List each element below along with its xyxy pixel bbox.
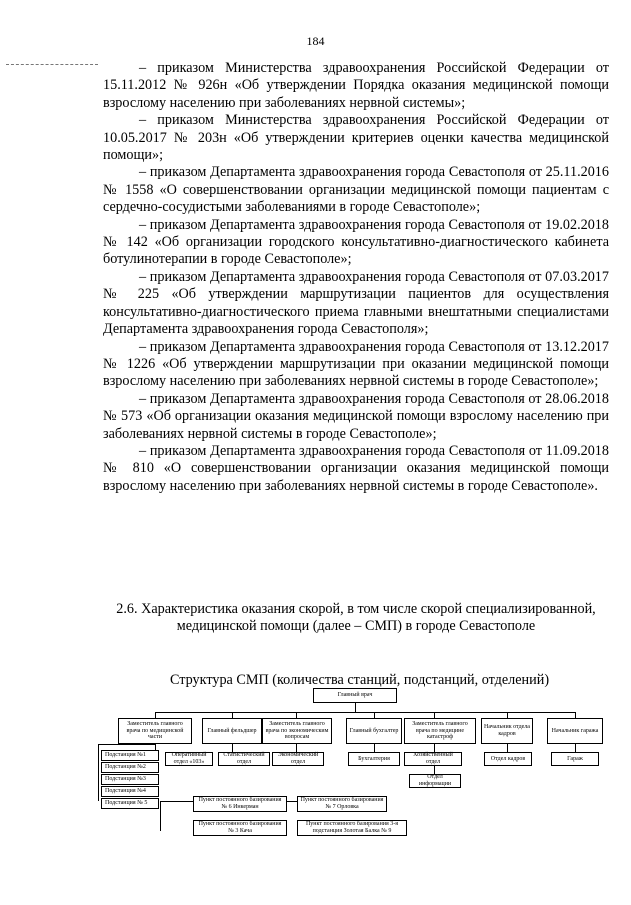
post-node: Пункт постоянного базирования № 3 Кача: [193, 820, 287, 836]
department-node: Заместитель главного врача по медицине катастроф: [404, 718, 476, 744]
connector-line: [98, 744, 99, 801]
sub-unit-node: Отдел кадров: [484, 752, 532, 766]
department-node: Главный бухгалтер: [346, 718, 402, 744]
connector-line: [575, 744, 576, 752]
post-node: Пункт постоянного базирования № 6 Инкерман: [193, 796, 287, 812]
sub-unit-node: Хозяйственный отдел: [404, 752, 462, 766]
department-node: Начальник отдела кадров: [481, 718, 533, 744]
sub-unit-node: Отдел информации: [409, 774, 461, 788]
section-heading: 2.6. Характеристика оказания скорой, в том числе скорой специализированной, медицинской помощи (далее – СМП) в городе Севастополе: [116, 601, 596, 635]
sub-unit-node: Статистический отдел: [218, 752, 270, 766]
department-node: Начальник гаража: [547, 718, 603, 744]
sub-unit-node: Оперативный отдел «103»: [165, 752, 213, 766]
body-text: [103, 60, 609, 495]
department-node: Заместитель главного врача по экономическим вопросам: [262, 718, 332, 744]
paragraph: – приказом Департамента здравоохранения города Севастополя от 28.06.2018 № 573 «Об организации оказания медицинской помощи взрослому населению при заболеваниях нервной системы в городе Севастополе»;: [103, 390, 609, 442]
connector-line: [98, 744, 156, 745]
scan-artifact-line: [6, 64, 98, 66]
paragraph: – приказом Министерства здравоохранения Российской Федерации от 15.11.2012 № 926н «Об утверждении Порядка оказания медицинской помощи взрослому населению при заболеваниях нервной системы»;: [103, 60, 609, 111]
paragraph: – приказом Министерства здравоохранения Российской Федерации от 10.05.2017 № 203н «Об утверждении критериев оценки качества медицинской помощи»;: [103, 112, 609, 164]
root-node: Главный врач: [313, 688, 397, 703]
org-chart-title: Структура СМП (количества станций, подстанций, отделений): [170, 672, 550, 688]
connector-line: [507, 744, 508, 752]
department-node: Главный фельдшер: [202, 718, 262, 744]
connector-line: [374, 744, 375, 752]
paragraph: – приказом Департамента здравоохранения города Севастополя от 07.03.2017 № 225 «Об утверждении маршрутизации пациентов для осуществления консультативно-диагностического приема главными внештатными специалистами Департамента здравоохранения города Севастополя»;: [103, 268, 609, 338]
sub-unit-node: Бухгалтерия: [348, 752, 400, 766]
connector-line: [296, 744, 297, 752]
paragraph: – приказом Департамента здравоохранения города Севастополя от 19.02.2018 № 142 «Об организации городского консультативно-диагностического кабинета ботулинотерапии в городе Севастополе»;: [103, 216, 609, 268]
post-node: Пункт постоянного базирования 3-я подстанция Золотая Балка № 9: [297, 820, 407, 836]
sub-unit-node: Экономический отдел: [272, 752, 324, 766]
paragraph: – приказом Департамента здравоохранения города Севастополя от 25.11.2016 № 1558 «О совершенствовании организации медицинской помощи пациентам с сердечно-сосудистыми заболеваниями в городе Севастополе»;: [103, 164, 609, 216]
connector-line: [155, 712, 575, 713]
substation-node: Подстанция №2: [101, 762, 159, 773]
substation-node: Подстанция №3: [101, 774, 159, 785]
substation-node: Подстанция №1: [101, 750, 159, 761]
substation-node: Подстанция №4: [101, 786, 159, 797]
department-node: Заместитель главного врача по медицинской части: [118, 718, 192, 744]
connector-line: [232, 744, 233, 752]
paragraph: – приказом Департамента здравоохранения города Севастополя от 13.12.2017 № 1226 «Об утверждении маршрутизации при оказании медицинской помощи взрослому населению при заболеваниях нервной системы в городе Севастополе»;: [103, 338, 609, 390]
paragraph: – приказом Департамента здравоохранения города Севастополя от 11.09.2018 № 810 «О совершенствовании организации оказания медицинской помощи взрослому населению при заболеваниях нервной системы в городе Севастополе».: [103, 442, 609, 494]
post-node: Пункт постоянного базирования № 7 Орловка: [297, 796, 387, 812]
page-number: 184: [306, 34, 325, 48]
connector-line: [160, 801, 161, 831]
substation-node: Подстанция № 5: [101, 798, 159, 809]
sub-unit-node: Гараж: [551, 752, 599, 766]
